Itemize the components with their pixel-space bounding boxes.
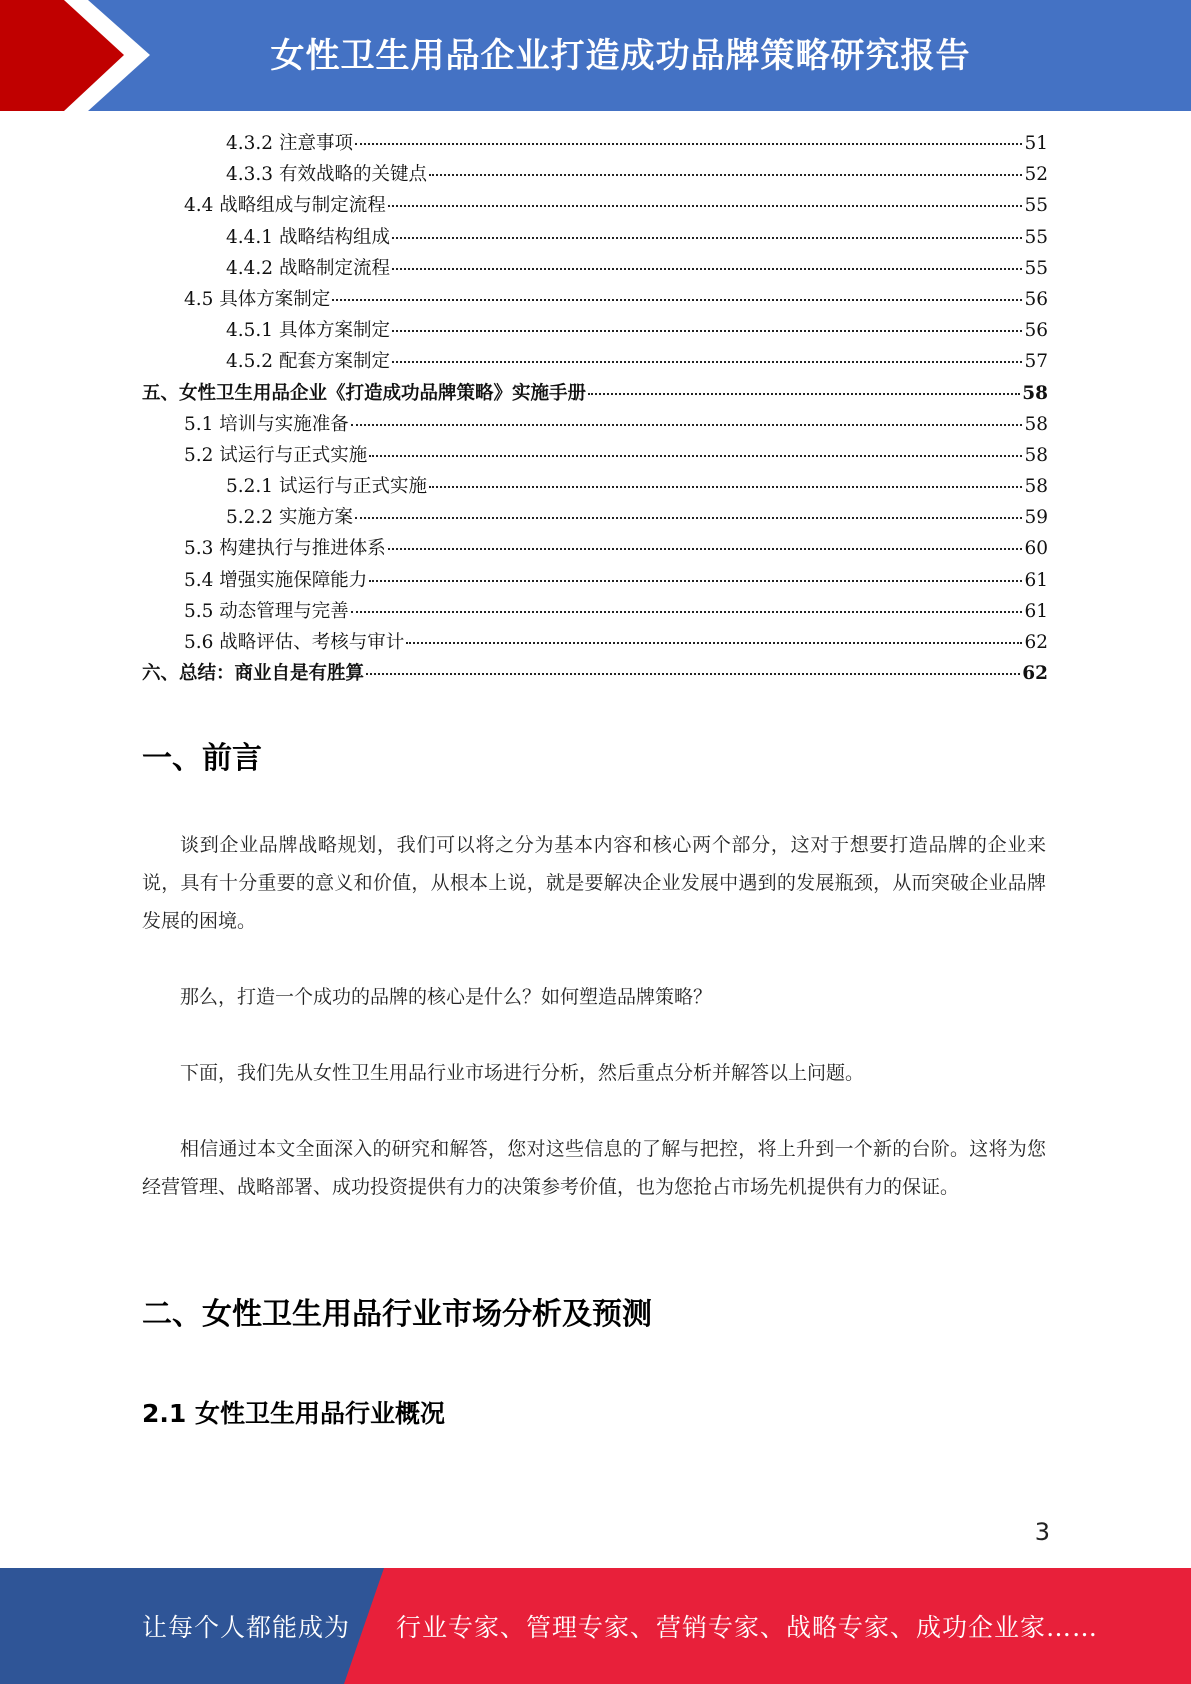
toc-entry-page: 57 <box>1024 351 1048 373</box>
header-banner <box>0 0 1191 111</box>
toc-entry-page: 58 <box>1024 413 1048 435</box>
toc-dot-leader <box>392 330 1022 332</box>
toc-dot-leader <box>388 205 1023 207</box>
toc-entry-page: 55 <box>1024 195 1048 217</box>
arrow-logo-icon <box>0 0 160 111</box>
table-of-contents <box>142 129 1048 690</box>
toc-dot-leader <box>588 393 1020 395</box>
toc-entry-label: 5.2.1 试运行与正式实施 <box>226 476 427 498</box>
toc-dot-leader <box>366 673 1020 675</box>
preface-paragraph-2: 那么，打造一个成功的品牌的核心是什么？如何塑造品牌策略？ <box>180 986 713 1008</box>
section-2-1-heading: 2.1 女性卫生用品行业概况 <box>142 1399 445 1428</box>
toc-entry-label: 5.5 动态管理与完善 <box>184 600 349 622</box>
toc-entry[interactable] <box>142 285 1048 316</box>
toc-entry[interactable] <box>142 223 1048 254</box>
report-title: 女性卫生用品企业打造成功品牌策略研究报告 <box>270 35 971 76</box>
toc-dot-leader <box>406 642 1022 644</box>
toc-dot-leader <box>369 580 1022 582</box>
toc-entry-label: 4.4.1 战略结构组成 <box>226 226 390 248</box>
toc-entry[interactable] <box>142 566 1048 597</box>
toc-dot-leader <box>392 237 1022 239</box>
preface-paragraph-4: 相信通过本文全面深入的研究和解答，您对这些信息的了解与把控，将上升到一个新的台阶。这将为您经营管理、战略部署、成功投资提供有力的决策参考价值，也为您抢占市场先机提供有力的保证。 <box>142 1138 1046 1198</box>
toc-entry-page: 55 <box>1024 257 1048 279</box>
toc-entry-page: 58 <box>1022 382 1048 404</box>
toc-entry-page: 51 <box>1024 133 1048 154</box>
toc-entry-label: 5.2.2 实施方案 <box>226 507 353 529</box>
toc-entry[interactable] <box>142 472 1048 503</box>
toc-entry[interactable] <box>142 160 1048 191</box>
toc-entry-label: 5.1 培训与实施准备 <box>184 413 349 435</box>
toc-entry-label: 五、女性卫生用品企业《打造成功品牌策略》实施手册 <box>142 382 587 404</box>
toc-entry-page: 61 <box>1024 569 1048 591</box>
toc-entry-label: 4.4 战略组成与制定流程 <box>184 195 386 217</box>
toc-entry[interactable] <box>142 410 1048 441</box>
footer-slogan-right: 行业专家、管理专家、营销专家、战略专家、成功企业家…… <box>396 1613 1099 1642</box>
toc-entry[interactable] <box>142 191 1048 222</box>
toc-entry[interactable] <box>142 316 1048 347</box>
preface-heading: 一、前言 <box>142 741 262 776</box>
toc-entry-label: 4.5.1 具体方案制定 <box>226 320 390 342</box>
toc-entry-page: 61 <box>1024 600 1048 622</box>
toc-entry[interactable] <box>142 254 1048 285</box>
toc-entry[interactable] <box>142 129 1048 160</box>
toc-dot-leader <box>388 548 1023 550</box>
toc-entry-label: 5.2 试运行与正式实施 <box>184 444 368 466</box>
footer-slogan-left: 让每个人都能成为 <box>142 1613 351 1642</box>
toc-entry-label: 4.4.2 战略制定流程 <box>226 257 390 279</box>
toc-entry-page: 58 <box>1024 476 1048 498</box>
toc-entry-label: 5.4 增强实施保障能力 <box>184 569 368 591</box>
toc-entry[interactable] <box>142 503 1048 534</box>
toc-dot-leader <box>355 517 1023 519</box>
toc-dot-leader <box>355 143 1023 145</box>
toc-dot-leader <box>351 424 1023 426</box>
toc-entry-label: 六、总结：商业自是有胜算 <box>142 663 365 685</box>
preface-paragraph-1: 谈到企业品牌战略规划，我们可以将之分为基本内容和核心两个部分，这对于想要打造品牌的企业来说，具有十分重要的意义和价值，从根本上说，就是要解决企业发展中遇到的发展瓶颈，从而突破企业品牌发展的困境。 <box>142 834 1046 932</box>
toc-entry-page: 56 <box>1024 320 1048 342</box>
toc-entry-label: 4.5 具体方案制定 <box>184 288 331 310</box>
toc-entry[interactable] <box>142 628 1048 659</box>
toc-entry-page: 62 <box>1022 663 1048 685</box>
toc-dot-leader <box>351 611 1023 613</box>
toc-entry[interactable] <box>142 441 1048 472</box>
footer-banner <box>0 1568 1191 1684</box>
page-number: 3 <box>1034 1518 1050 1546</box>
toc-entry-label: 4.5.2 配套方案制定 <box>226 351 390 373</box>
toc-entry[interactable] <box>142 597 1048 628</box>
toc-entry-page: 59 <box>1024 507 1048 529</box>
toc-entry-page: 62 <box>1024 632 1048 653</box>
toc-entry[interactable] <box>142 659 1048 690</box>
toc-entry-page: 58 <box>1024 444 1048 466</box>
toc-entry-label: 5.6 战略评估、考核与审计 <box>184 632 405 653</box>
toc-entry-page: 52 <box>1024 164 1048 186</box>
toc-entry[interactable] <box>142 347 1048 378</box>
chapter2-heading: 二、女性卫生用品行业市场分析及预测 <box>142 1297 652 1332</box>
toc-entry-page: 56 <box>1024 288 1048 310</box>
preface-paragraph-3: 下面，我们先从女性卫生用品行业市场进行分析，然后重点分析并解答以上问题。 <box>180 1062 865 1084</box>
toc-dot-leader <box>429 174 1022 176</box>
toc-dot-leader <box>392 361 1022 363</box>
toc-entry-label: 5.3 构建执行与推进体系 <box>184 538 386 560</box>
toc-dot-leader <box>369 455 1022 457</box>
toc-dot-leader <box>429 486 1022 488</box>
toc-dot-leader <box>392 268 1022 270</box>
toc-entry-label: 4.3.2 注意事项 <box>226 133 353 154</box>
toc-entry-label: 4.3.3 有效战略的关键点 <box>226 164 427 186</box>
toc-dot-leader <box>332 299 1022 301</box>
toc-entry[interactable] <box>142 534 1048 565</box>
toc-entry-page: 55 <box>1024 226 1048 248</box>
toc-entry[interactable] <box>142 379 1048 410</box>
toc-entry-page: 60 <box>1024 538 1048 560</box>
